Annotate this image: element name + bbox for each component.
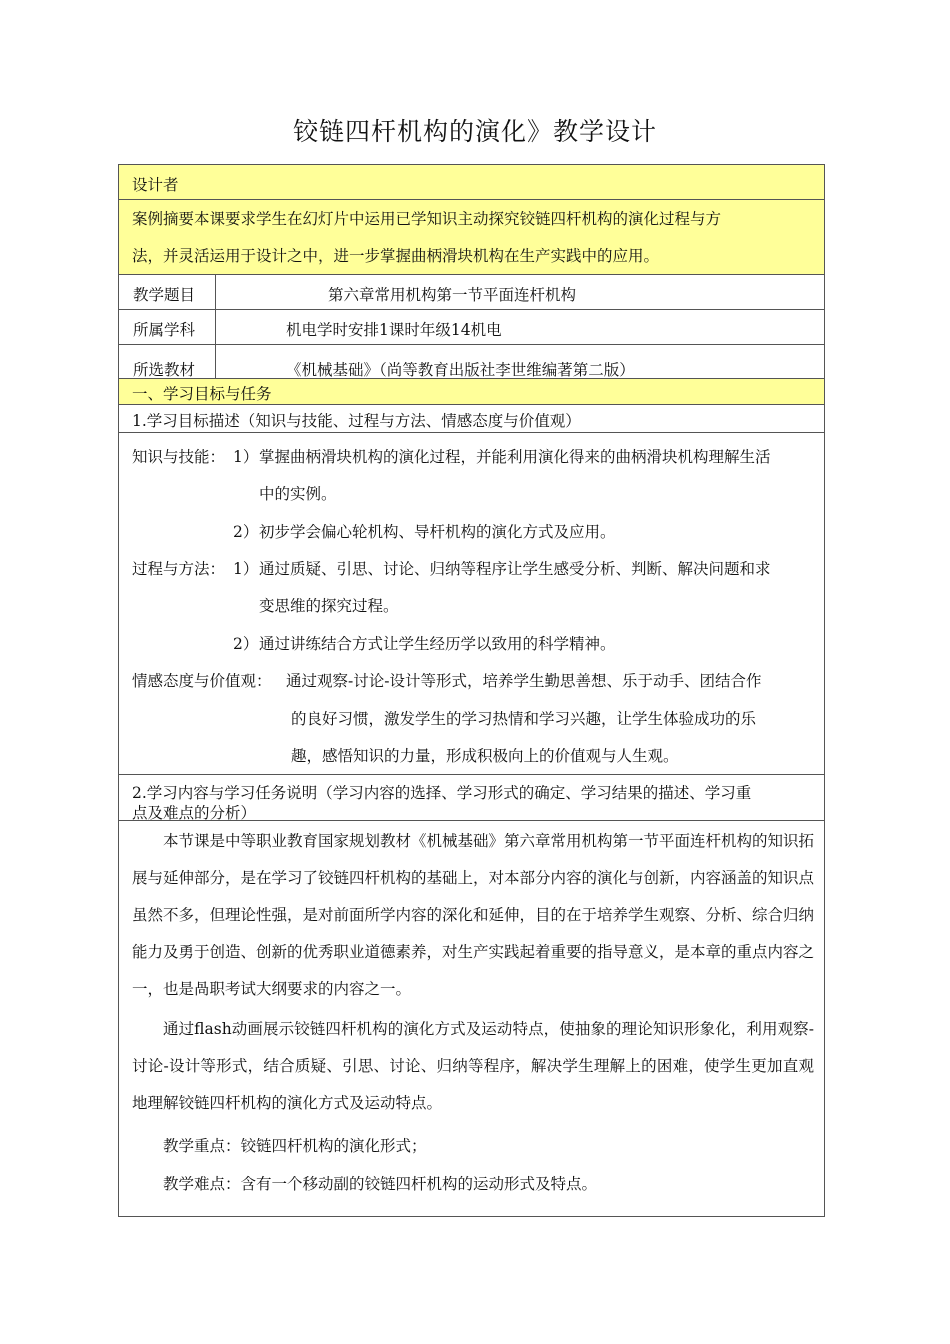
info-row-subject bbox=[119, 310, 824, 345]
process-item-num: 1） bbox=[233, 560, 259, 578]
info-label bbox=[119, 275, 216, 309]
difficulty-point: 教学难点：含有一个移动副的铰链四杆机构的运动形式及特点。 bbox=[163, 1175, 598, 1193]
info-label bbox=[119, 310, 216, 344]
info-row-textbook bbox=[119, 345, 824, 379]
content-heading-line-2: 点及难点的分析） bbox=[132, 804, 257, 822]
section-heading-text: 一、学习目标与任务 bbox=[132, 385, 272, 403]
info-value bbox=[216, 345, 824, 378]
emotion-label: 情感态度与价值观： bbox=[132, 672, 272, 690]
info-value bbox=[216, 310, 824, 344]
objectives-heading bbox=[119, 405, 824, 433]
summary-row bbox=[119, 200, 824, 275]
info-label bbox=[119, 345, 216, 378]
objectives-heading-text: 1.学习目标描述（知识与技能、过程与方法、情感态度与价值观） bbox=[132, 412, 581, 430]
emotion-line-c: 趣，感悟知识的力量，形成积极向上的价值观与人生观。 bbox=[291, 747, 679, 765]
info-value-text: 机电学时安排1课时年级14机电 bbox=[286, 321, 502, 339]
process-label: 过程与方法： bbox=[132, 560, 226, 578]
content-body bbox=[119, 821, 824, 1217]
emotion-line-a: 通过观察-讨论-设计等形式，培养学生勤思善想、乐于动手、团结合作 bbox=[286, 672, 762, 690]
info-label-text: 教学题目 bbox=[133, 286, 196, 304]
info-value bbox=[216, 275, 824, 309]
process-item-1a: 通过质疑、引思、讨论、归纳等程序让学生感受分析、判断、解决问题和求 bbox=[259, 560, 771, 578]
knowledge-item-num: 1） bbox=[233, 448, 259, 466]
info-row-topic bbox=[119, 275, 824, 310]
info-value-text: 第六章常用机构第一节平面连杆机构 bbox=[328, 286, 577, 304]
knowledge-item-1b: 中的实例。 bbox=[259, 485, 337, 503]
objectives-body bbox=[119, 433, 824, 775]
content-heading-line-1: 2.学习内容与学习任务说明（学习内容的选择、学习形式的确定、学习结果的描述、学习重 bbox=[132, 784, 752, 802]
design-table bbox=[118, 164, 825, 1217]
section-heading bbox=[119, 379, 824, 405]
knowledge-item-1a: 掌握曲柄滑块机构的演化过程，并能利用演化得来的曲柄滑块机构理解生活 bbox=[259, 448, 771, 466]
process-item-num: 2） bbox=[233, 635, 259, 653]
info-label-text: 所属学科 bbox=[133, 321, 196, 339]
designer-row bbox=[119, 165, 824, 200]
key-point: 教学重点：铰链四杆机构的演化形式； bbox=[163, 1137, 427, 1155]
emotion-line-b: 的良好习惯，激发学生的学习热情和学习兴趣，让学生体验成功的乐 bbox=[291, 710, 757, 728]
knowledge-item-2: 初步学会偏心轮机构、导杆机构的演化方式及应用。 bbox=[259, 523, 616, 541]
info-value-text: 《机械基础》（尚等教育出版社李世维编著第二版） bbox=[286, 361, 635, 379]
content-paragraph-2: 通过flash动画展示铰链四杆机构的演化方式及运动特点，使抽象的理论知识形象化，利用观察-讨论-设计等形式，结合质疑、引思、讨论、归纳等程序，解决学生理解上的困难，使学生更加直观地理解铰链四杆机构的演化方式及运动特点。 bbox=[132, 1020, 814, 1112]
page-title: 铰链四杆机构的演化》教学设计 bbox=[292, 117, 657, 146]
knowledge-label: 知识与技能： bbox=[132, 448, 226, 466]
content-paragraph-1: 本节课是中等职业教育国家规划教材《机械基础》第六章常用机构第一节平面连杆机构的知识拓展与延伸部分，是在学习了铰链四杆机构的基础上，对本部分内容的演化与创新，内容涵盖的知识点虽然不多，但理论性强，是对前面所学内容的深化和延伸，目的在于培养学生观察、分析、综合归纳能力及勇于创造、创新的优秀职业道德素养，对生产实践起着重要的指导意义，是本章的重点内容之一，也是咼职考试大纲要求的内容之一。 bbox=[132, 832, 815, 998]
designer-label: 设计者 bbox=[132, 176, 179, 194]
info-label-text: 所选教材 bbox=[133, 361, 196, 379]
summary-line-1: 案例摘要本课要求学生在幻灯片中运用已学知识主动探究铰链四杆机构的演化过程与方 bbox=[132, 210, 722, 228]
summary-line-2: 法，并灵活运用于设计之中，进一步掌握曲柄滑块机构在生产实践中的应用。 bbox=[132, 247, 660, 265]
content-heading bbox=[119, 775, 824, 821]
knowledge-item-num: 2） bbox=[233, 523, 259, 541]
process-item-1b: 变思维的探究过程。 bbox=[259, 597, 399, 615]
process-item-2: 通过讲练结合方式让学生经历学以致用的科学精神。 bbox=[259, 635, 616, 653]
